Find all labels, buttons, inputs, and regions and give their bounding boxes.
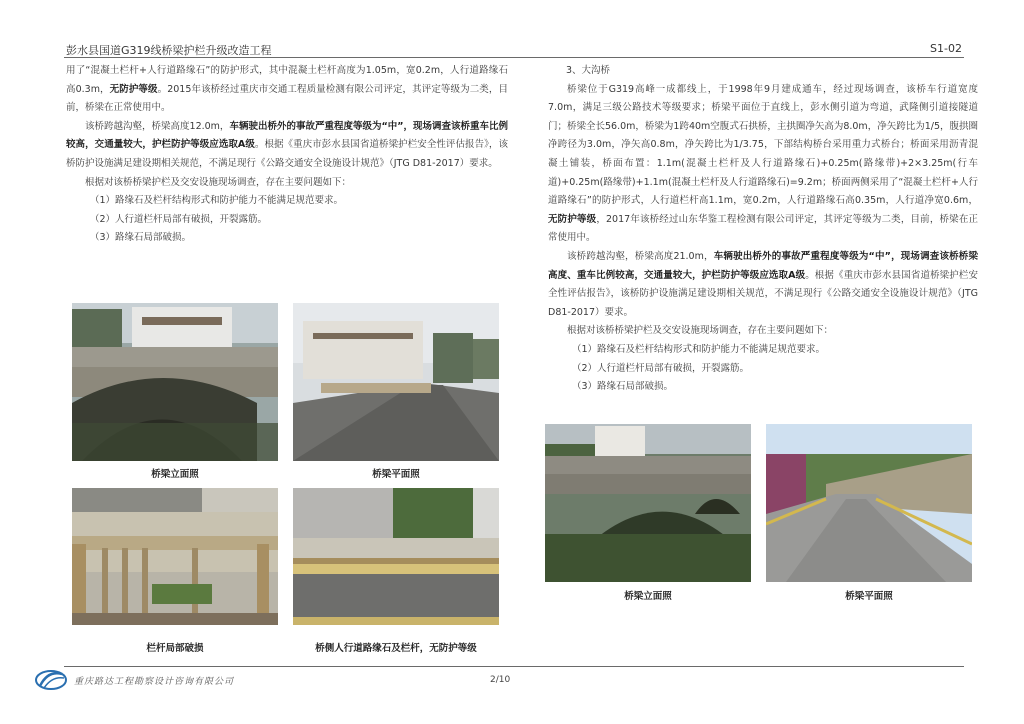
photo-bridge-elevation-2 (545, 424, 751, 582)
footer-rule (64, 666, 964, 667)
caption-bridge-plan-1: 桥梁平面照 (372, 469, 420, 480)
right-paragraph-3: 根据对该桥桥梁护栏及交安设施现场调查，存在主要问题如下： (567, 325, 834, 337)
company-logo (34, 668, 68, 692)
photo-bridge-plan-2 (766, 424, 972, 582)
left-paragraph-3: 根据对该桥桥梁护栏及交安设施现场调查，存在主要问题如下： (85, 176, 352, 188)
page-number: 2/10 (490, 675, 511, 685)
header-title: 彭水县国道G319线桥梁护栏升级改造工程 (66, 44, 272, 57)
left-column (66, 62, 508, 248)
caption-bridge-plan-2: 桥梁平面照 (845, 591, 893, 602)
photo-railing-damage (72, 488, 278, 625)
photo-sidewalk-curb (293, 488, 499, 625)
header-rule (64, 57, 964, 58)
left-issue-1: （1）路缘石及栏杆结构形式和防护能力不能满足规范要求。 (90, 195, 344, 207)
section-heading: 3、大沟桥 (566, 65, 611, 76)
company-name: 重庆路达工程勘察设计咨询有限公司 (74, 677, 235, 687)
caption-bridge-elevation-2: 桥梁立面照 (624, 591, 672, 602)
left-issue-3: （3）路缘石局部破损。 (90, 232, 192, 244)
caption-sidewalk-curb: 桥侧人行道路缘石及栏杆，无防护等级 (315, 643, 477, 654)
caption-railing-damage: 栏杆局部破损 (146, 643, 204, 654)
right-issue-1: （1）路缘石及栏杆结构形式和防护能力不能满足规范要求。 (572, 343, 826, 355)
left-issue-2: （2）人行道栏杆局部有破损，开裂露筋。 (90, 213, 268, 225)
header-code: S1-02 (930, 42, 962, 55)
right-paragraph-1: 桥梁位于G319高峰一成都线上，于1998年9月建成通车，经过现场调查，该桥车行道宽度7.0m，满足三级公路技术等级要求；桥梁平面位于直线上，彭水侧引道为弯道，武隆侧引道接隧道门；桥梁全长56.0m，桥梁为1跨40m空腹式石拱桥，主拱圈净矢高为8.0m，净矢跨比为1/5，腹拱圈净跨径为3.0m，净矢高0.8m，净矢跨比为1/3.75，下部结构桥台采用重力式桥台；桥面采用沥青混凝土铺装，桥面布置：1.1m(混凝土栏杆及人行道路缘石)+0.25m(路缘带)+2×3.25m(行车道)+0.25m(路缘带)+1.1m(混凝土栏杆及人行道路缘石)=9.2m；桥面两侧采用了“混凝土栏杆+人行道路缘石”的防护形式，人行道栏杆高1.1m，宽0.2m，人行道路缘石高0.35m，人行道净宽0.6m，无防护等级，2017年该桥经过山东华鉴工程检测有限公司评定，其评定等级为二类，目前，桥梁在正常使用中。 (548, 83, 978, 244)
left-paragraph-2: 该桥跨越沟壑，桥梁高度12.0m，车辆驶出桥外的事故严重程度等级为“中”，现场调查该桥重车比例较高，交通量较大，护栏防护等级应选取A级。根据《重庆市彭水县国省道桥梁护栏安全性评估报告》，该桥防护设施满足建设期相关规范，不满足现行《公路交通安全设施设计规范》（JTG D81-2017）要求。 (66, 120, 508, 169)
photo-bridge-elevation-1 (72, 303, 278, 461)
right-issue-2: （2）人行道栏杆局部有破损，开裂露筋。 (572, 362, 750, 374)
right-issue-3: （3）路缘石局部破损。 (572, 381, 674, 393)
photo-bridge-plan-1 (293, 303, 499, 461)
caption-bridge-elevation-1: 桥梁立面照 (151, 469, 199, 480)
right-paragraph-2: 该桥跨越沟壑，桥梁高度21.0m，车辆驶出桥外的事故严重程度等级为“中”，现场调查该桥桥梁高度、重车比例较高，交通量较大，护栏防护等级应选取A级。根据《重庆市彭水县国省道桥梁护栏安全性评估报告》，该桥防护设施满足建设期相关规范，不满足现行《公路交通安全设施设计规范》（JTG D81-2017）要求。 (548, 250, 978, 318)
left-paragraph-1: 用了“混凝土栏杆+人行道路缘石”的防护形式，其中混凝土栏杆高度为1.05m，宽0.2m，人行道路缘石高0.3m，无防护等级。2015年该桥经过重庆市交通工程质量检测有限公司评定，其评定等级为二类，目前，桥梁在正常使用中。 (66, 65, 508, 114)
right-column (548, 62, 978, 397)
